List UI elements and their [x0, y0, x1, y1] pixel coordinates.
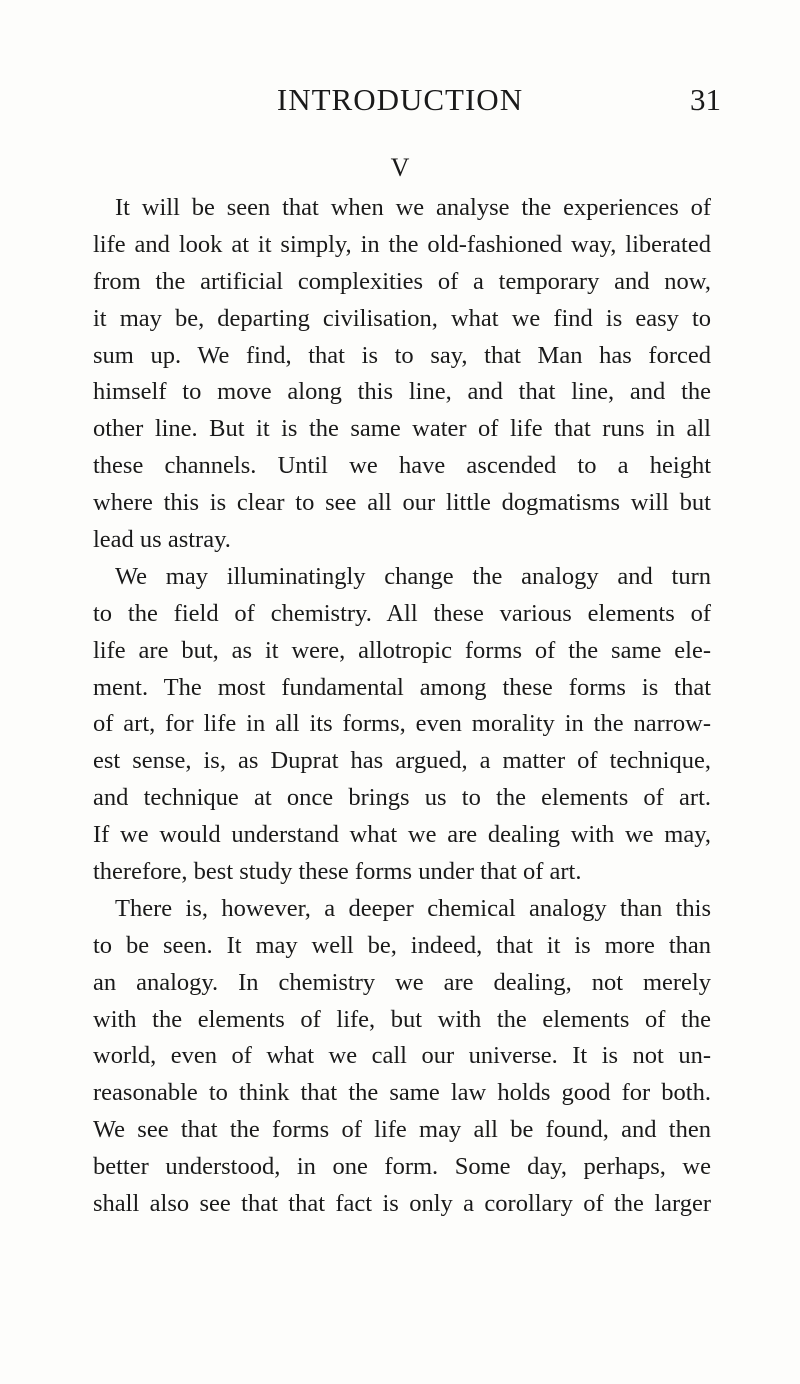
text-line: better understood, in one form. Some day, perhaps, we	[93, 1153, 711, 1181]
text-line: There is, however, a deeper chemical analogy than this	[115, 894, 711, 922]
text-line: therefore, best study these forms under that of art.	[93, 858, 582, 886]
text-line: other line. But it is the same water of life that runs in all	[93, 415, 711, 443]
text-line: an analogy. In chemistry we are dealing, not merely	[93, 968, 711, 996]
running-title: INTRODUCTION	[276, 82, 524, 117]
text-line: from the artificial complexities of a temporary and now,	[93, 267, 711, 295]
text-line: where this is clear to see all our little dogmatisms will but	[93, 489, 711, 517]
text-line: It will be seen that when we analyse the experiences of	[115, 194, 711, 221]
text-line: If we would understand what we are dealing with we may,	[93, 821, 711, 849]
running-head	[0, 80, 800, 120]
text-line: and technique at once brings us to the elements of art.	[93, 784, 711, 812]
page-number: 31	[690, 82, 721, 117]
text-line: sum up. We find, that is to say, that Man has forced	[93, 341, 711, 369]
section-number: V	[390, 153, 410, 182]
text-line: reasonable to think that the same law holds good for both.	[93, 1079, 711, 1107]
text-line: of art, for life in all its forms, even morality in the narrow-	[93, 710, 711, 738]
text-line: world, even of what we call our universe. It is not un-	[93, 1042, 711, 1070]
text-line: himself to move along this line, and that line, and the	[93, 378, 711, 406]
text-line: with the elements of life, but with the elements of the	[93, 1005, 711, 1033]
text-line: life and look at it simply, in the old-fashioned way, liberated	[93, 230, 711, 258]
text-line: to the field of chemistry. All these various elements of	[93, 599, 711, 627]
text-line: these channels. Until we have ascended to a height	[93, 452, 711, 480]
text-line: We may illuminatingly change the analogy and turn	[115, 562, 711, 590]
text-line: shall also see that that fact is only a corollary of the larger	[93, 1190, 711, 1218]
text-line: life are but, as it were, allotropic forms of the same ele-	[93, 636, 711, 664]
text-line: We see that the forms of life may all be found, and then	[93, 1116, 711, 1144]
text-line: est sense, is, as Duprat has argued, a matter of technique,	[93, 747, 711, 775]
text-line: it may be, departing civilisation, what we find is easy to	[93, 304, 711, 332]
text-line: ment. The most fundamental among these forms is that	[93, 673, 711, 701]
body-text	[93, 190, 711, 1223]
text-line: to be seen. It may well be, indeed, that it is more than	[93, 931, 711, 959]
text-line: lead us astray.	[93, 526, 231, 554]
